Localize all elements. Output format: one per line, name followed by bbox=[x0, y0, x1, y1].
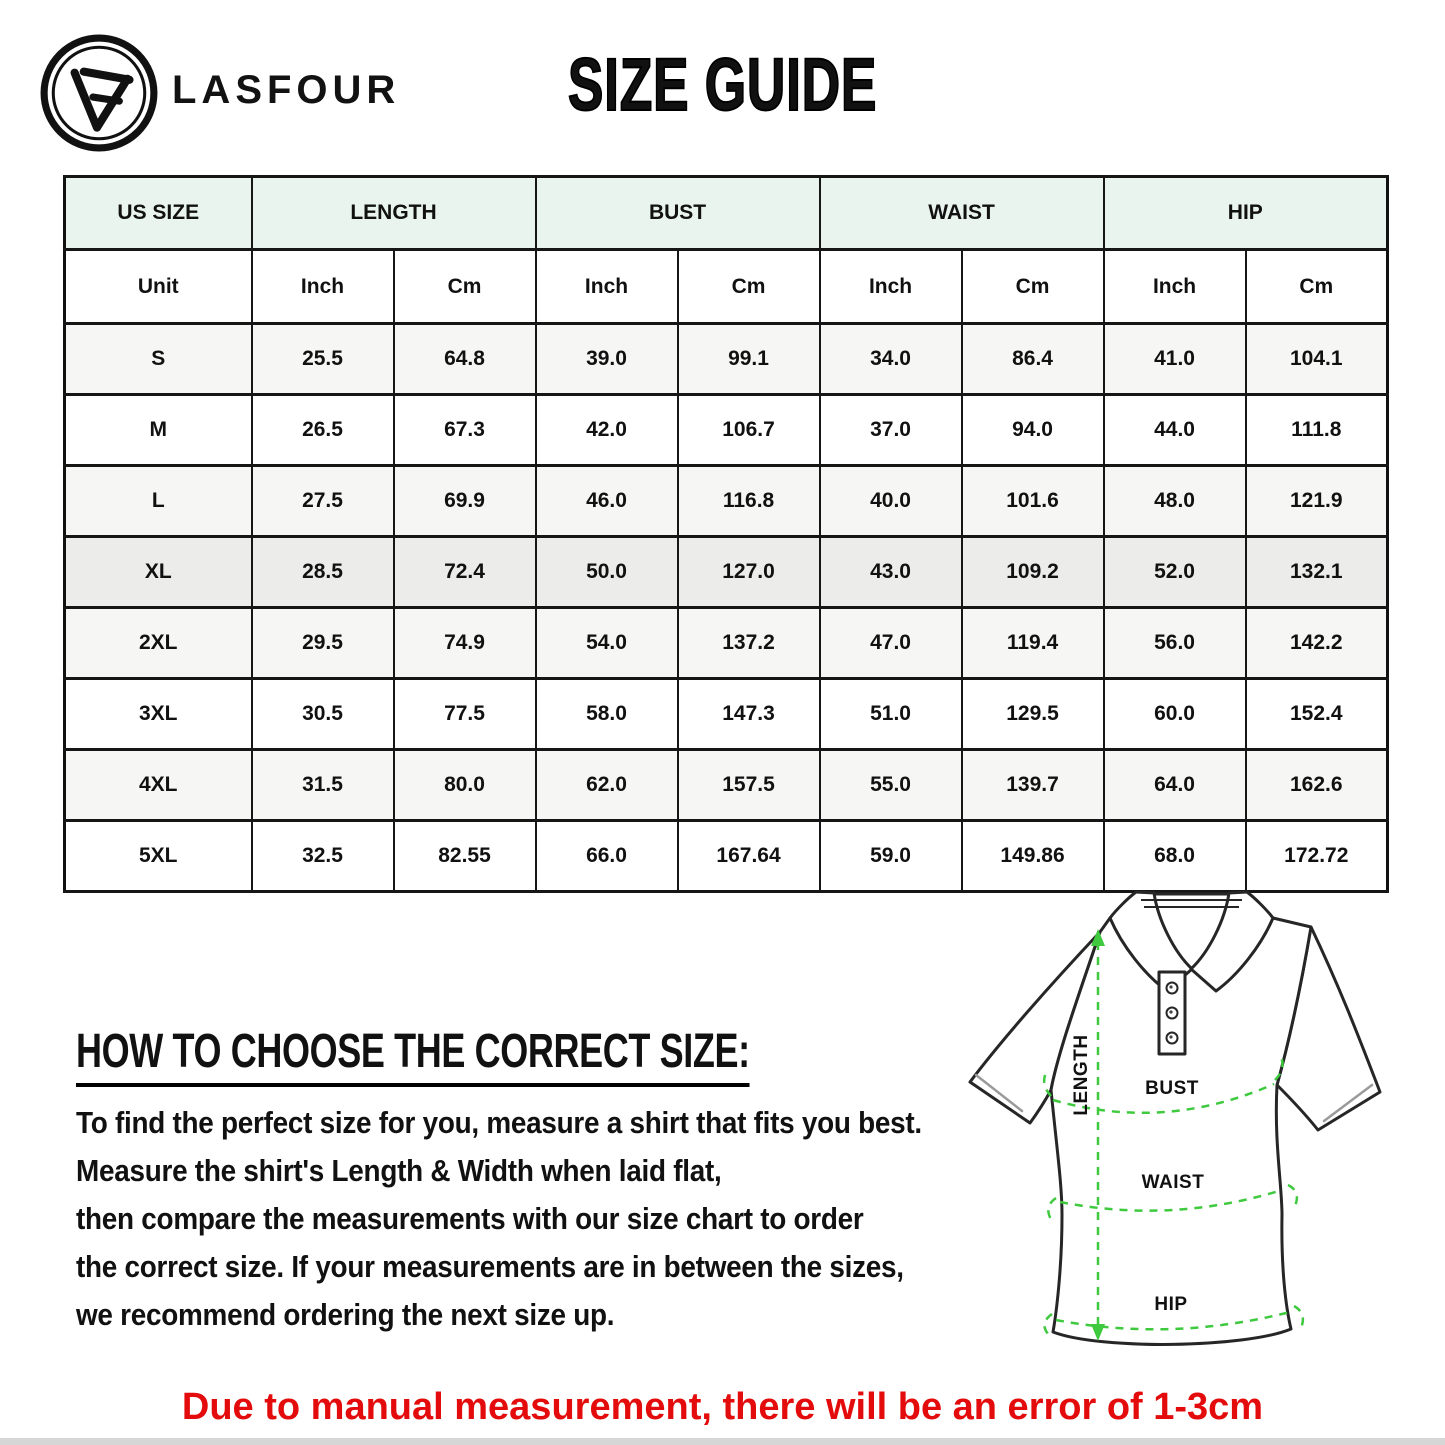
unit-cell: Cm bbox=[1246, 250, 1388, 324]
size-value-cell: 157.5 bbox=[678, 750, 820, 821]
unit-cell: Cm bbox=[962, 250, 1104, 324]
col-header-us-size: US SIZE bbox=[65, 177, 252, 250]
hip-label: HIP bbox=[1154, 1294, 1188, 1315]
size-value-cell: 46.0 bbox=[536, 466, 678, 537]
size-value-cell: 56.0 bbox=[1104, 608, 1246, 679]
size-row-s bbox=[65, 324, 1388, 395]
brand-name: LASFOUR bbox=[172, 68, 401, 112]
size-value-cell: 111.8 bbox=[1246, 395, 1388, 466]
bust-label: BUST bbox=[1145, 1078, 1199, 1099]
unit-cell: Inch bbox=[536, 250, 678, 324]
size-value-cell: 167.64 bbox=[678, 821, 820, 892]
size-label: 4XL bbox=[65, 750, 252, 821]
size-label: 3XL bbox=[65, 679, 252, 750]
size-value-cell: 172.72 bbox=[1246, 821, 1388, 892]
how-to-line: To find the perfect size for you, measure a shirt that fits you best. bbox=[76, 1104, 922, 1140]
size-row-xl bbox=[65, 537, 1388, 608]
size-value-cell: 51.0 bbox=[820, 679, 962, 750]
size-value-cell: 30.5 bbox=[252, 679, 394, 750]
size-value-cell: 127.0 bbox=[678, 537, 820, 608]
size-row-3xl bbox=[65, 679, 1388, 750]
size-value-cell: 27.5 bbox=[252, 466, 394, 537]
size-value-cell: 80.0 bbox=[394, 750, 536, 821]
size-value-cell: 129.5 bbox=[962, 679, 1104, 750]
size-value-cell: 86.4 bbox=[962, 324, 1104, 395]
size-value-cell: 74.9 bbox=[394, 608, 536, 679]
table-unit-row bbox=[65, 250, 1388, 324]
size-value-cell: 59.0 bbox=[820, 821, 962, 892]
size-value-cell: 28.5 bbox=[252, 537, 394, 608]
how-to-heading: HOW TO CHOOSE THE CORRECT SIZE: bbox=[76, 1026, 976, 1087]
size-value-cell: 64.0 bbox=[1104, 750, 1246, 821]
size-value-cell: 104.1 bbox=[1246, 324, 1388, 395]
size-row-4xl bbox=[65, 750, 1388, 821]
size-value-cell: 41.0 bbox=[1104, 324, 1246, 395]
size-value-cell: 101.6 bbox=[962, 466, 1104, 537]
size-value-cell: 69.9 bbox=[394, 466, 536, 537]
size-value-cell: 137.2 bbox=[678, 608, 820, 679]
size-value-cell: 139.7 bbox=[962, 750, 1104, 821]
size-value-cell: 82.55 bbox=[394, 821, 536, 892]
size-value-cell: 116.8 bbox=[678, 466, 820, 537]
size-value-cell: 52.0 bbox=[1104, 537, 1246, 608]
size-value-cell: 31.5 bbox=[252, 750, 394, 821]
size-value-cell: 109.2 bbox=[962, 537, 1104, 608]
col-header-hip: HIP bbox=[1104, 177, 1388, 250]
unit-cell: Cm bbox=[678, 250, 820, 324]
size-value-cell: 47.0 bbox=[820, 608, 962, 679]
size-row-m bbox=[65, 395, 1388, 466]
size-value-cell: 94.0 bbox=[962, 395, 1104, 466]
size-value-cell: 37.0 bbox=[820, 395, 962, 466]
col-header-bust: BUST bbox=[536, 177, 820, 250]
size-value-cell: 42.0 bbox=[536, 395, 678, 466]
how-to-line: Measure the shirt's Length & Width when laid flat, bbox=[76, 1152, 722, 1188]
size-label: XL bbox=[65, 537, 252, 608]
col-header-length: LENGTH bbox=[252, 177, 536, 250]
bottom-edge-strip bbox=[0, 1438, 1445, 1445]
size-value-cell: 121.9 bbox=[1246, 466, 1388, 537]
size-value-cell: 66.0 bbox=[536, 821, 678, 892]
size-value-cell: 25.5 bbox=[252, 324, 394, 395]
size-value-cell: 32.5 bbox=[252, 821, 394, 892]
size-value-cell: 55.0 bbox=[820, 750, 962, 821]
size-label: 5XL bbox=[65, 821, 252, 892]
size-value-cell: 147.3 bbox=[678, 679, 820, 750]
size-value-cell: 58.0 bbox=[536, 679, 678, 750]
how-to-line: then compare the measurements with our size chart to order bbox=[76, 1200, 864, 1236]
size-value-cell: 77.5 bbox=[394, 679, 536, 750]
size-value-cell: 119.4 bbox=[962, 608, 1104, 679]
size-value-cell: 43.0 bbox=[820, 537, 962, 608]
size-value-cell: 64.8 bbox=[394, 324, 536, 395]
unit-cell: Inch bbox=[1104, 250, 1246, 324]
measurement-disclaimer: Due to manual measurement, there will be an error of 1-3cm bbox=[181, 1386, 1264, 1428]
size-label: L bbox=[65, 466, 252, 537]
size-row-l bbox=[65, 466, 1388, 537]
how-to-line: the correct size. If your measurements are in between the sizes, bbox=[76, 1248, 904, 1284]
table-group-header-row bbox=[65, 177, 1388, 250]
size-value-cell: 68.0 bbox=[1104, 821, 1246, 892]
size-value-cell: 149.86 bbox=[962, 821, 1104, 892]
brand-logo-icon bbox=[38, 32, 160, 154]
size-table bbox=[63, 175, 1389, 893]
unit-cell: Unit bbox=[65, 250, 252, 324]
size-value-cell: 29.5 bbox=[252, 608, 394, 679]
shirt-diagram bbox=[960, 880, 1440, 1373]
size-label: 2XL bbox=[65, 608, 252, 679]
size-value-cell: 50.0 bbox=[536, 537, 678, 608]
unit-cell: Inch bbox=[820, 250, 962, 324]
size-value-cell: 44.0 bbox=[1104, 395, 1246, 466]
size-value-cell: 162.6 bbox=[1246, 750, 1388, 821]
size-value-cell: 40.0 bbox=[820, 466, 962, 537]
size-value-cell: 62.0 bbox=[536, 750, 678, 821]
how-to-text bbox=[76, 1101, 976, 1341]
size-label: M bbox=[65, 395, 252, 466]
size-value-cell: 99.1 bbox=[678, 324, 820, 395]
page-title: SIZE GUIDE bbox=[567, 43, 878, 126]
size-row-2xl bbox=[65, 608, 1388, 679]
how-to-line: we recommend ordering the next size up. bbox=[76, 1296, 615, 1332]
unit-cell: Inch bbox=[252, 250, 394, 324]
size-value-cell: 67.3 bbox=[394, 395, 536, 466]
how-to-section bbox=[76, 1026, 976, 1341]
length-label: LENGTH bbox=[1071, 1034, 1092, 1116]
size-value-cell: 48.0 bbox=[1104, 466, 1246, 537]
size-value-cell: 142.2 bbox=[1246, 608, 1388, 679]
polo-shirt-illustration bbox=[960, 880, 1440, 1368]
size-value-cell: 72.4 bbox=[394, 537, 536, 608]
waist-label: WAIST bbox=[1141, 1172, 1205, 1193]
size-value-cell: 39.0 bbox=[536, 324, 678, 395]
size-label: S bbox=[65, 324, 252, 395]
size-value-cell: 152.4 bbox=[1246, 679, 1388, 750]
size-value-cell: 34.0 bbox=[820, 324, 962, 395]
unit-cell: Cm bbox=[394, 250, 536, 324]
size-value-cell: 26.5 bbox=[252, 395, 394, 466]
size-value-cell: 132.1 bbox=[1246, 537, 1388, 608]
size-value-cell: 106.7 bbox=[678, 395, 820, 466]
size-value-cell: 60.0 bbox=[1104, 679, 1246, 750]
col-header-waist: WAIST bbox=[820, 177, 1104, 250]
size-value-cell: 54.0 bbox=[536, 608, 678, 679]
